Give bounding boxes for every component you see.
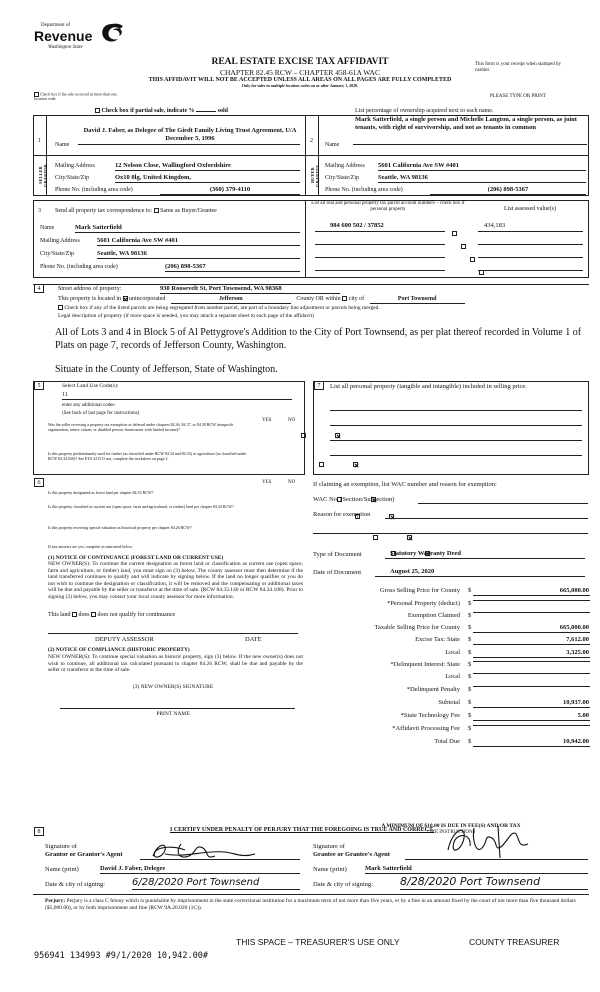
- fee-row: [313, 661, 590, 669]
- land-does-text: does: [78, 612, 90, 618]
- fee-row: [313, 649, 590, 657]
- county-treasurer: COUNTY TREASURER: [469, 937, 560, 947]
- seller-city-value[interactable]: Ox10 0lg, United Kingdom,: [115, 174, 300, 183]
- situate-text: Situate in the County of Jefferson, State of Washington.: [55, 364, 278, 375]
- fee-label: Excise Tax: State: [415, 636, 460, 643]
- fee-dollar: $: [468, 612, 472, 619]
- grantee-sig-label1: Signature of: [313, 843, 345, 850]
- located-label: This property is located in: [58, 296, 121, 302]
- section7-num: 7: [314, 381, 324, 390]
- fee-row: [313, 624, 590, 632]
- additional-codes-label: enter any additional codes:: [62, 403, 116, 408]
- s6-q3-no[interactable]: [407, 535, 412, 540]
- partial-sale-checkbox[interactable]: [95, 108, 100, 113]
- corr-name-label: Name: [40, 225, 55, 231]
- grantee-name-value[interactable]: Mark Satterfield: [365, 865, 588, 874]
- s6-q3: Is this property receiving special valuation as historical property per chapter 84.26 RCW?: [48, 525, 192, 530]
- fee-value[interactable]: 5.00: [473, 712, 590, 721]
- buyer-side-label: BUYER GRANTEE: [310, 164, 320, 187]
- fee-dollar: $: [468, 649, 472, 656]
- grantor-sig-label2: Grantor or Grantor's Agent: [45, 851, 123, 858]
- county-value[interactable]: Jefferson: [171, 296, 291, 304]
- buyer-city-label: City/State/Zip: [325, 175, 359, 181]
- logo-revenue: Revenue: [34, 28, 93, 44]
- correspondence-label-text: Send all property tax correspondence to:: [55, 208, 153, 214]
- seller-name-value[interactable]: David J. Faber, as Delegee of The Giedt Family Living Trust Agreement, U/A December 5, 1996: [83, 127, 297, 142]
- grantor-date-label: Date & city of signing:: [45, 881, 105, 888]
- corr-mailing-value[interactable]: 5601 California Ave SW #401: [97, 237, 300, 246]
- fee-label: Local: [445, 673, 460, 680]
- notice2-title: (2) NOTICE OF COMPLIANCE (HISTORIC PROPERTY): [48, 647, 190, 653]
- treasurer-space: THIS SPACE – TREASURER'S USE ONLY: [236, 937, 400, 947]
- boundary-note: Check box if any of the listed parcels are being segregated from another parcel, are part of a boundary line adjustment or parcels being merged.: [64, 305, 380, 311]
- buyer-name-value[interactable]: Mark Satterfield, a single person and Michelle Langton, a single person, as joint tenants, with right of survivorship, and not as tenants in common: [355, 116, 577, 131]
- s6-q4: If any answers are yes, complete as instructed below.: [48, 544, 133, 549]
- multi-location-check[interactable]: [34, 92, 124, 102]
- minimum-note: A MINIMUM OF $10.00 IS DUE IN FEE(S) AND/OR TAX: [381, 823, 521, 829]
- fee-value[interactable]: 665,000.00: [473, 624, 590, 633]
- this-land-line: [48, 612, 175, 619]
- fee-value[interactable]: [473, 686, 590, 687]
- fee-value[interactable]: 10,942.00: [473, 738, 590, 747]
- s6-yes-header: YES: [262, 480, 272, 485]
- s6-q2: Is this property classified as current use (open space, farm and agricultural, or timber) land per chapter 84.34 RCW?: [48, 504, 234, 509]
- perjury-statement: [45, 898, 590, 911]
- partial-sale-check[interactable]: [95, 108, 228, 115]
- personal-property-box: [313, 381, 589, 475]
- ownership-note: List percentage of ownership acquired next to each name.: [355, 108, 494, 114]
- corr-name-value[interactable]: Mark Satterfield: [75, 224, 300, 233]
- grantor-signature-icon: [145, 838, 275, 864]
- new-owner-signature-label: (3) NEW OWNER(S) SIGNATURE: [132, 684, 214, 690]
- fee-value[interactable]: 7,612.00: [473, 636, 590, 645]
- fee-dollar: $: [468, 712, 472, 719]
- fee-dollar: $: [468, 624, 472, 631]
- dor-logo: [34, 22, 130, 58]
- corr-mailing-label: Mailing Address: [40, 238, 80, 244]
- fee-label: Taxable Selling Price for County: [374, 624, 460, 631]
- fee-dollar: $: [468, 738, 472, 745]
- fee-label: *Personal Property (deduct): [387, 600, 460, 607]
- street-value[interactable]: 930 Roosevelt St, Port Townsend, WA 98368: [160, 285, 340, 294]
- assessed-header: List assessed value(s): [504, 206, 556, 212]
- same-as-buyer-text: Same as Buyer/Grantee: [160, 208, 217, 214]
- s6-q3-yes[interactable]: [373, 535, 378, 540]
- perjury-label: Perjury:: [45, 898, 66, 904]
- fee-dollar: $: [468, 699, 472, 706]
- corr-city-value[interactable]: Seattle, WA 98136: [97, 250, 300, 259]
- see-back-text: (See back of last page for instructions): [62, 411, 140, 416]
- grantor-date-value[interactable]: 6/28/2020 Port Townsend: [132, 876, 300, 890]
- print-name-label: PRINT NAME: [156, 711, 190, 717]
- logo-state: Washington State: [48, 45, 83, 50]
- land-use-q1: Was the seller receiving a property tax exemption or deferral under chapters 84.36, 84.37, or 84.38 RCW (nonprofit organization, senior citizen, or disabled person, homeowner with limited income)?: [48, 422, 234, 432]
- fee-dollar: $: [468, 686, 472, 693]
- fee-value[interactable]: [473, 600, 590, 601]
- seller-side-label: SELLER GRANTOR: [38, 164, 48, 187]
- fee-label: *Affidavit Processing Fee: [392, 725, 460, 732]
- land-use-q1-yes[interactable]: [301, 433, 306, 438]
- personal-property-checkbox-1[interactable]: [452, 231, 457, 236]
- land-use-yes-header: YES: [262, 418, 272, 423]
- doc-date-label: Date of Document: [313, 569, 362, 576]
- personal-property-checkbox-2[interactable]: [461, 244, 466, 249]
- fee-value[interactable]: 665,000.00: [473, 587, 590, 596]
- correspondence-label: [55, 208, 217, 215]
- fee-row: [313, 699, 590, 707]
- fee-label: Subtotal: [438, 699, 460, 706]
- partial-sold-text: sold: [217, 108, 229, 114]
- fee-value[interactable]: 10,937.00: [473, 699, 590, 708]
- fee-label: *Delinquent Penalty: [406, 686, 460, 693]
- assessed-value[interactable]: 434,183: [484, 222, 506, 229]
- certify-statement: I CERTIFY UNDER PENALTY OF PERJURY THAT THE FOREGOING IS TRUE AND CORRECT.: [170, 827, 435, 833]
- seller-phone-value[interactable]: (360) 379-4110: [160, 186, 300, 195]
- parcel-number-value[interactable]: 984 600 502 / 37852: [330, 222, 384, 229]
- this-land-text: This land: [48, 612, 71, 618]
- parcels-header: List all real and personal property tax parcel account numbers – check box if personal property: [311, 201, 465, 212]
- city-of-checkbox[interactable]: [342, 296, 347, 301]
- fee-dollar: $: [468, 636, 472, 643]
- wac-label: WAC No. (Section/Subsection): [313, 496, 395, 503]
- multi-location-checkbox[interactable]: [34, 92, 39, 97]
- fee-dollar: $: [468, 600, 472, 607]
- correspondence-num: 3: [38, 208, 41, 214]
- notice1-body: NEW OWNER(S): To continue the current designation as forest land or classification as current use (open space, farm and agriculture, or timber) land, you must sign on (3) below. The county assessor must then determine if the land transferred continues to qualify and will indicate by signing below. If the land no longer qualifies or you do not wish to continue the designation or classification, it will be removed and the compensating or additional taxes will be due and payable by the seller or transferor at the time of sale. (RCW 84.33.140 or RCW 84.34.108). Prior to signing (3) below, you may contact your local county assessor for more information.: [48, 561, 303, 600]
- grantee-sig-label2: Grantee or Grantee's Agent: [313, 851, 390, 858]
- grantee-name-label: Name (print): [313, 866, 347, 873]
- personal-property-label: List all personal property (tangible and intangible) included in selling price.: [330, 383, 527, 390]
- deputy-date-label: DATE: [245, 636, 262, 643]
- seller-mailing-value[interactable]: 12 Nelson Close, Wallingford Oxfordshire: [115, 162, 300, 171]
- fee-row: [313, 587, 590, 595]
- section8-num: 8: [34, 827, 44, 836]
- land-does-not-checkbox[interactable]: [91, 612, 96, 617]
- perjury-text: Perjury is a class C felony which is punishable by imprisonment in the state correctional institution for a maximum term of not more than five years, or by a fine in an amount fixed by the court of not more than five thousand dollars ($5,000.00), or by both imprisonment and fine (RCW 9A.20.020 (1C)).: [45, 898, 576, 911]
- fee-row: [313, 673, 590, 681]
- section4-num: 4: [34, 284, 44, 293]
- fee-label: *Delinquent Interest: State: [390, 661, 460, 668]
- s6-q1: Is this property designated as forest land per chapter 84.33 RCW?: [48, 490, 154, 495]
- logo-dept-line: Department of: [41, 23, 71, 28]
- fee-label: Total Due: [434, 738, 460, 745]
- s6-no-header: NO: [288, 480, 296, 485]
- doc-type-value[interactable]: Statutory Warranty Deed: [385, 550, 585, 559]
- buyer-phone-value[interactable]: (206) 898-5367: [430, 186, 586, 195]
- legal-description: All of Lots 3 and 4 in Block 5 of Al Pettygrove's Addition to the City of Port Townsend, as per plat thereof recorded in Volume 1 of Plats on page 7, records of Jefferson County, Washington.: [55, 327, 582, 351]
- personal-property-checkbox-4[interactable]: [479, 270, 484, 275]
- grantor-name-value[interactable]: David J. Faber, Delegee: [100, 865, 300, 874]
- buyer-city-value[interactable]: Seattle, WA 98136: [378, 174, 586, 183]
- street-label: Street address of property:: [58, 286, 122, 292]
- doc-date-value[interactable]: August 25, 2020: [375, 568, 585, 577]
- seller-name-label: Name: [55, 142, 70, 148]
- grantee-date-value[interactable]: 8/28/2020 Port Townsend: [400, 875, 588, 890]
- doc-type-label: Type of Document: [313, 551, 362, 558]
- section5-num: 5: [34, 381, 44, 390]
- personal-property-checkbox-3[interactable]: [470, 257, 475, 262]
- fee-label: *State Technology Fee: [400, 712, 460, 719]
- buyer-num: 2: [310, 138, 313, 144]
- buyer-phone-label: Phone No. (including area code): [325, 187, 403, 193]
- grantor-name-label: Name (print): [45, 866, 79, 873]
- fee-dollar: $: [468, 673, 472, 680]
- unincorporated-checkbox[interactable]: [123, 296, 128, 301]
- fee-row: [313, 738, 590, 746]
- land-use-label: Select Land Use Code(s):: [62, 383, 119, 389]
- grantee-signature-icon: [438, 820, 533, 862]
- fee-value[interactable]: [473, 725, 590, 726]
- location-line: [58, 296, 588, 304]
- city-of-text: city of: [348, 296, 365, 302]
- receipt-note: This form is your receipt when stamped by cashier.: [475, 62, 561, 73]
- treasurer-stamp: 956941 134993 #9/1/2020 10,942.00#: [34, 951, 208, 961]
- corr-city-label: City/State/Zip: [40, 251, 74, 257]
- fee-dollar: $: [468, 661, 472, 668]
- fee-value[interactable]: [473, 673, 590, 674]
- grantor-sig-label1: Signature of: [45, 843, 77, 850]
- exemption-label: If claiming an exemption, list WAC number and reason for exemption:: [313, 481, 497, 488]
- corr-phone-value[interactable]: (206) 898-5367: [165, 263, 300, 272]
- partial-percent-field[interactable]: [196, 111, 216, 112]
- land-use-code[interactable]: 11: [62, 392, 292, 400]
- boundary-check[interactable]: [58, 305, 380, 312]
- fee-row: [313, 686, 590, 694]
- fee-row: [313, 612, 590, 620]
- fee-value[interactable]: [473, 661, 590, 662]
- buyer-name-label: Name: [325, 142, 340, 148]
- seller-mailing-label: Mailing Address: [55, 163, 95, 169]
- buyer-mailing-label: Mailing Address: [325, 163, 365, 169]
- city-value[interactable]: Port Townsend: [370, 296, 465, 304]
- fee-label: Local: [445, 649, 460, 656]
- land-use-q2: Is this property predominantly used for timber (as classified under RCW 84.34 and 84.33) or agriculture (as classified under RCW 84.34.020)? See ETA 3215 If not, complete the worksheet on page 2.: [48, 451, 247, 461]
- land-use-no-header: NO: [288, 418, 296, 423]
- boundary-checkbox[interactable]: [58, 305, 63, 310]
- within-text: within: [325, 296, 341, 302]
- deputy-assessor-label: DEPUTY ASSESSOR: [95, 636, 154, 643]
- form-only-for: Only for sales in multiple location codes on or after January 1, 2020.: [241, 83, 359, 88]
- logo-swirl-icon: [98, 22, 126, 46]
- unincorporated-text: unincorporated: [129, 296, 166, 302]
- reason-label: Reason for exemption: [313, 511, 371, 518]
- form-chapter: CHAPTER 82.45 RCW – CHAPTER 458-61A WAC: [220, 68, 380, 77]
- notice2-body: NEW OWNER(S): To continue special valuation as historic property, sign (3) below. If the new owner(s) does not wish to continue, all additional tax calculated pursuant to chapter 84.26 RCW, shall be due and payable by the seller or transferor at the time of sale.: [48, 654, 303, 673]
- corr-phone-label: Phone No. (including area code): [40, 264, 118, 270]
- form-title: REAL ESTATE EXCISE TAX AFFIDAVIT: [211, 57, 389, 67]
- fee-row: [313, 725, 590, 733]
- print-note: PLEASE TYPE OR PRINT: [490, 94, 546, 99]
- seller-num: 1: [38, 138, 41, 144]
- multi-location-text: Check box if the sale occurred in more than one location code.: [34, 91, 117, 102]
- land-does-not-text: does not qualify for continuance: [97, 612, 176, 618]
- section6-num: 6: [34, 478, 44, 487]
- fee-dollar: $: [468, 725, 472, 732]
- fee-value[interactable]: [473, 612, 590, 613]
- fee-label: Exemption Claimed: [407, 612, 460, 619]
- seller-city-label: City/State/Zip: [55, 175, 89, 181]
- form-warning: THIS AFFIDAVIT WILL NOT BE ACCEPTED UNLESS ALL AREAS ON ALL PAGES ARE FULLY COMPLETED: [148, 77, 452, 83]
- see-instructions-note: *SEE INSTRUCTIONS: [426, 830, 476, 835]
- county-label: County OR: [296, 296, 324, 302]
- buyer-mailing-value[interactable]: 5601 California Ave SW #401: [378, 162, 586, 171]
- fee-row: [313, 636, 590, 644]
- seller-phone-label: Phone No. (including area code): [55, 187, 133, 193]
- grantee-date-label: Date & city of signing:: [313, 881, 373, 888]
- fee-dollar: $: [468, 587, 472, 594]
- partial-sale-text: Check box if partial sale, indicate %: [101, 108, 195, 114]
- fee-row: [313, 600, 590, 608]
- fee-label: Gross Selling Price for County: [379, 587, 460, 594]
- land-does-checkbox[interactable]: [72, 612, 77, 617]
- notice1-title: (1) NOTICE OF CONTINUANCE (FOREST LAND OR CURRENT USE): [48, 555, 224, 561]
- fee-row: [313, 712, 590, 720]
- legal-note: Legal description of property (if more space is needed, you may attach a separate sheet to each page of the affidavit): [58, 313, 314, 319]
- fee-value[interactable]: 3,325.00: [473, 649, 590, 658]
- same-as-buyer-checkbox[interactable]: [154, 208, 159, 213]
